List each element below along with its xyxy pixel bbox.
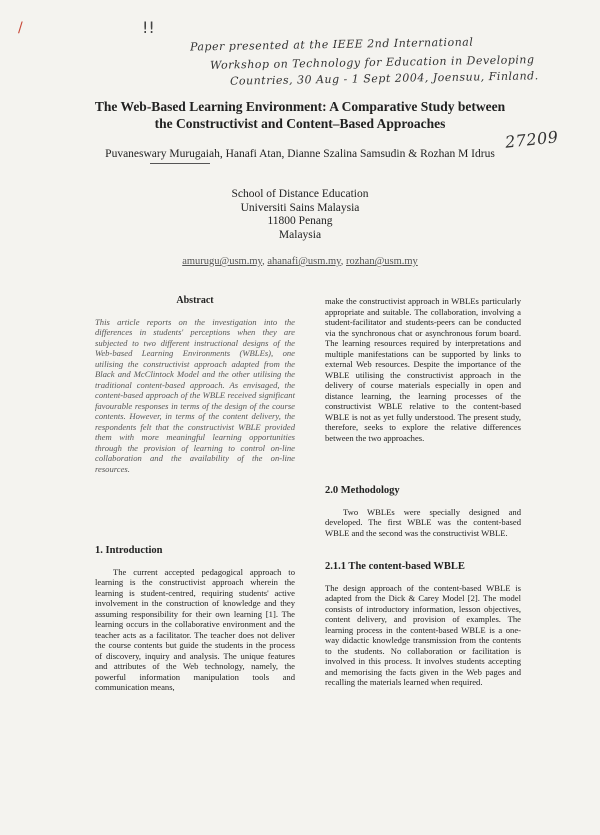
right-column <box>325 296 521 449</box>
introduction-text: The current accepted pedagogical approach to learning is the constructivist approach wherein the learning is student-centred, requiring students' active involvement in the construction of knowledge and they assuming responsibility for their own learning [1]. The learning occurs in the collaborative environment and the teacher acts as a facilitator. The teacher does not deliver the course contents but guide the students in the process of discovery, inquiry and analysis. The unique features and attributes of the Web technology, namely, the powerful information manipulation tools and communication means, <box>95 566 295 692</box>
abstract-text: This article reports on the investigation into the differences in students' perceptions when they are subjected to two different instructional designs of the Web-based Learning Environments (WBLEs), one utilising the constructivist approach adapted from the Black and McClintock Model and the other utilising the traditional content-based approach. As envisaged, the content-based approach of the WBLE received significant favourable responses in terms of the design of the course contents. However, in terms of the content delivery, the respondents felt that the constructivist WBLE provided them with more meaningful learning opportunities through the provision of learning to control on-line collaboration and the availability of the on-line resources. <box>95 316 295 474</box>
title-line-1: The Web-Based Learning Environment: A Comparative Study between <box>94 99 506 114</box>
handwritten-note-line-2: Workshop on Technology for Education in Developing <box>209 53 535 72</box>
affiliation-line: Universiti Sains Malaysia <box>240 201 360 214</box>
methodology-text: Two WBLEs were specially designed and developed. The first WBLE was the content-based WBLE and the second was the constructivist WBLE. <box>325 506 521 538</box>
email-link[interactable]: amurugu@usm.my <box>182 256 263 267</box>
introduction-section <box>95 546 295 699</box>
content-based-text: The design approach of the content-based WBLE is adapted from the Dick & Carey Model [2]. The model consists of introductory information, lesson objectives, content delivery, and provision of examples. The learning process in the content-based WBLE is a one-way didactic knowledge transmission from the contents to the students. No collaboration or facilitation is involved in this process. It involves students accepting and memorising the facts given in the Web pages and recalling the materials learned when required. <box>325 582 521 687</box>
paper-title <box>60 98 540 132</box>
methodology-section <box>325 486 521 544</box>
affiliation-line: School of Distance Education <box>231 188 369 200</box>
left-column <box>95 296 295 480</box>
right-paragraph: make the constructivist approach in WBLEs particularly appropriate and suitable. The collaboration, involving a student-facilitator and students-peers can be conducted via the synchronous chat or asynchronous forum board. The learning resources required by interpretations and multiple manifestations can be supported by links to external Web resources. Despite the importance of the WBLE utilising the constructivist approach in the delivery of course materials especially in open and distance learning, the learning processes of the constructivist WBLE relative to the content-based WBLE is not as yet fully understood. The present study, therefore, seeks to explore the relative differences between the two approaches. <box>325 296 521 443</box>
content-based-heading: 2.1.1 The content-based WBLE <box>325 561 465 572</box>
email-link[interactable]: rozhan@usm.my <box>346 256 418 267</box>
introduction-heading: 1. Introduction <box>95 545 163 556</box>
methodology-heading: 2.0 Methodology <box>325 485 400 496</box>
red-tick-mark: / <box>18 20 23 36</box>
title-line-2: the Constructivist and Content–Based Approaches <box>154 116 446 131</box>
affiliation-line: 11800 Penang <box>267 215 333 227</box>
abstract-heading: Abstract <box>176 295 214 306</box>
handwritten-note-line-3: Countries, 30 Aug - 1 Sept 2004, Joensuu, Finland. <box>229 69 539 88</box>
affiliation-line: Malaysia <box>278 228 322 241</box>
content-based-section <box>325 562 521 694</box>
affiliation <box>180 188 420 242</box>
email-link[interactable]: ahanafi@usm.my <box>267 256 341 267</box>
author-list: Puvaneswary Murugaiah, Hanafi Atan, Dianne Szalina Samsudin & Rozhan M Idrus <box>105 148 495 160</box>
handwritten-page-number: 27209 <box>504 127 560 152</box>
email-list: amurugu@usm.my, ahanafi@usm.my, rozhan@usm.my <box>182 256 418 267</box>
pen-underline-stroke <box>150 163 210 164</box>
handwritten-note-line-1: Paper presented at the IEEE 2nd International <box>189 35 474 54</box>
pencil-mark: !! <box>142 18 155 37</box>
